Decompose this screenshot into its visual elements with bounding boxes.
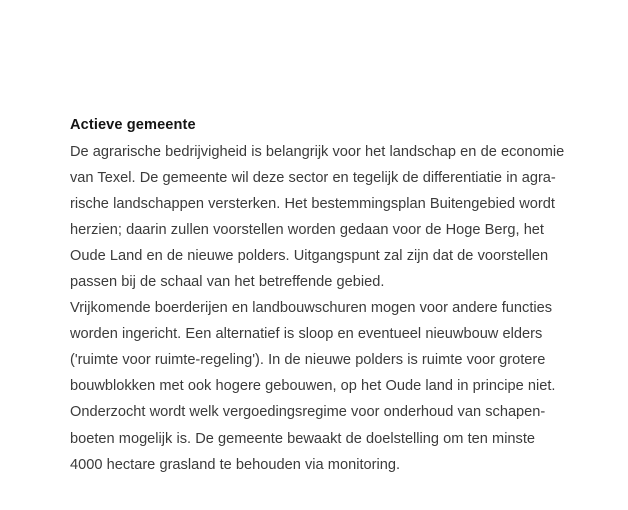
text-line: bouwblokken met ook hogere gebouwen, op het Oude land in principe niet. xyxy=(70,378,556,395)
text-line: Vrijkomende boerderijen en landbouwschuren mogen voor andere functies xyxy=(70,300,553,317)
body-paragraph-2 xyxy=(70,295,562,478)
section-heading: Actieve gemeente xyxy=(70,117,196,133)
text-line: boeten mogelijk is. De gemeente bewaakt de doelstelling om ten minste xyxy=(70,430,536,447)
body-paragraph-1 xyxy=(70,139,565,296)
text-line: herzien; daarin zullen voorstellen worden gedaan voor de Hoge Berg, het xyxy=(70,221,544,238)
text-line: passen bij de schaal van het betreffende gebied. xyxy=(70,273,385,290)
text-line: ('ruimte voor ruimte-regeling'). In de nieuwe polders is ruimte voor grotere xyxy=(70,352,546,369)
text-line: 4000 hectare grasland te behouden via monitoring. xyxy=(70,456,400,473)
text-content-block xyxy=(70,112,565,478)
text-line: van Texel. De gemeente wil deze sector en tegelijk de differentiatie in agra- xyxy=(70,169,556,186)
text-line: Onderzocht wordt welk vergoedingsregime voor onderhoud van schapen- xyxy=(70,404,546,421)
text-line: Oude Land en de nieuwe polders. Uitgangspunt zal zijn dat de voorstellen xyxy=(70,247,549,264)
text-line: worden ingericht. Een alternatief is sloop en eventueel nieuwbouw elders xyxy=(70,326,543,343)
text-line: De agrarische bedrijvigheid is belangrijk voor het landschap en de economie xyxy=(70,143,565,160)
text-line: rische landschappen versterken. Het bestemmingsplan Buitengebied wordt xyxy=(70,195,555,212)
